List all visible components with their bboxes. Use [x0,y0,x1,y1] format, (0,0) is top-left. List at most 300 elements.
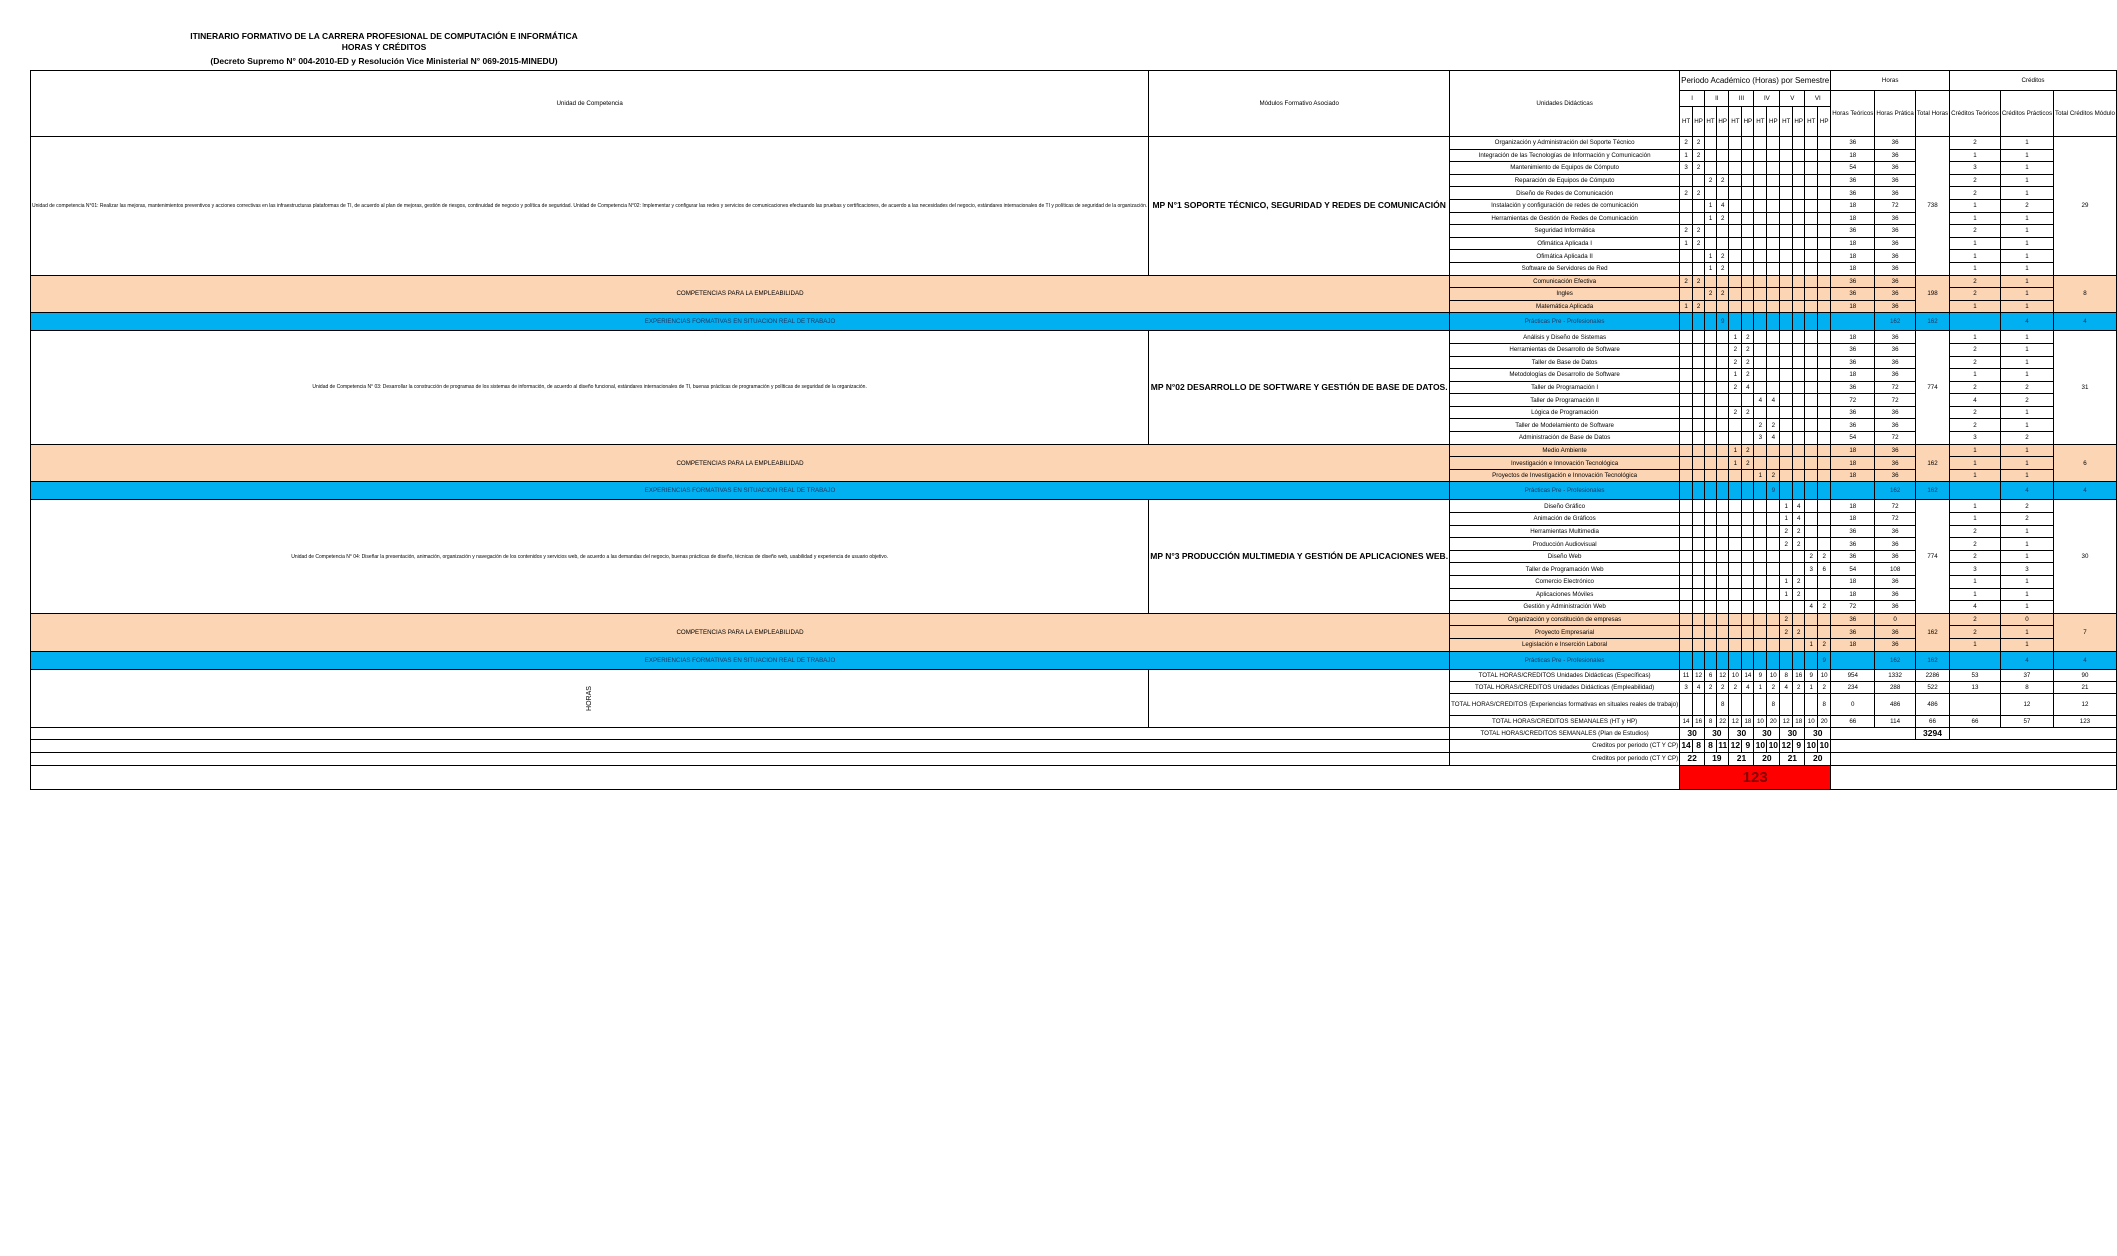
period-hours-cell [1692,613,1704,626]
period-hours-cell: 3 [1805,563,1818,576]
horas-practica: 36 [1875,525,1915,538]
period-hours-cell [1742,162,1754,175]
period-hours-cell [1716,500,1729,513]
period-hours-cell [1818,576,1831,589]
creditos-practicos: 1 [2000,237,2053,250]
creditos-practicos: 1 [2000,331,2053,344]
totals-label: TOTAL HORAS/CREDITOS (Experiencias formativas en situales reales de trabajo) [1450,693,1680,715]
period-hours-cell [1716,225,1729,238]
period-hours-cell: 22 [1716,715,1729,727]
period-hours-cell [1793,250,1805,263]
creditos-teoricos: 2 [1950,343,2001,356]
experience-hp: 162 [1875,482,1915,500]
horas-teoricos: 18 [1831,250,1875,263]
period-hours-cell: 8 [1780,669,1793,681]
creditos-teoricos: 4 [1950,601,2001,614]
course-name: Organización y constitución de empresas [1450,613,1680,626]
totals-ct: 53 [1950,669,2001,681]
credits-cell: 11 [1718,740,1728,751]
period-hours-cell [1705,601,1717,614]
totals-hp: 114 [1875,715,1915,727]
creditos-practicos: 2 [2000,500,2053,513]
period-hours-cell: 1 [1680,237,1693,250]
period-hours-cell [1680,343,1693,356]
plan-label: TOTAL HORAS/CREDITOS SEMANALES (Plan de Estudios) [1450,727,1680,739]
experience-row [31,482,2117,500]
creditos-practicos: 1 [2000,137,2053,150]
period-hours-cell [1793,313,1805,331]
period-hours-cell [1680,613,1693,626]
creditos-practicos: 1 [2000,288,2053,301]
employability-total-cred: 8 [2054,275,2117,313]
empty-cell [1831,727,1916,739]
period-hours-cell [1692,638,1704,651]
period-hours-cell [1780,137,1793,150]
course-name: Comunicación Efectiva [1450,275,1680,288]
course-name: Gestión y Administración Web [1450,601,1680,614]
horas-teoricos: 36 [1831,275,1875,288]
creditos-practicos: 2 [2000,199,2053,212]
period-hours-cell [1680,601,1693,614]
creditos-practicos: 1 [2000,275,2053,288]
period-hours-cell [1716,162,1729,175]
period-hours-cell [1818,588,1831,601]
period-hours-cell: 12 [1716,669,1729,681]
period-hours-cell [1793,550,1805,563]
period-hours-cell [1680,313,1693,331]
horas-practica: 36 [1875,250,1915,263]
experience-label: EXPERIENCIAS FORMATIVAS EN SITUACION REAL DE TRABAJO [31,651,1450,669]
creditos-practicos: 1 [2000,626,2053,639]
course-name: Diseño Web [1450,550,1680,563]
period-hours-cell [1805,343,1818,356]
horas-practica: 36 [1875,225,1915,238]
hp-label: HP [1767,107,1780,137]
period-hours-cell [1793,343,1805,356]
period-hours-cell [1780,406,1793,419]
course-name: Diseño Gráfico [1450,500,1680,513]
period-hours-cell [1818,275,1831,288]
period-hours-cell [1754,406,1767,419]
plan-row [31,727,2117,739]
creditos-practicos: 1 [2000,419,2053,432]
period-hours-cell [1742,262,1754,275]
period-hours-cell [1793,262,1805,275]
document-subtitle: HORAS Y CRÉDITOS [341,42,427,52]
period-hours-cell [1705,225,1717,238]
period-hours-cell: 2 [1716,212,1729,225]
period-hours-cell [1729,288,1742,301]
module-total-horas: 738 [1915,137,1949,276]
period-hours-cell [1692,576,1704,589]
period-hours-cell: 2 [1716,262,1729,275]
period-hours-cell [1780,199,1793,212]
horas-teoricos: 36 [1831,613,1875,626]
period-hours-cell [1705,576,1717,589]
period-hours-cell [1818,500,1831,513]
period-hours-cell [1705,525,1717,538]
period-hours-cell [1805,469,1818,482]
horas-teoricos: 18 [1831,212,1875,225]
period-hours-cell: 1 [1754,469,1767,482]
period-hours-cell [1692,550,1704,563]
period-hours-cell [1754,525,1767,538]
period-hours-cell: 10 [1818,669,1831,681]
period-hours-cell [1805,576,1818,589]
period-hours-cell [1805,500,1818,513]
period-hours-cell [1680,651,1693,669]
period-hours-cell: 2 [1754,419,1767,432]
period-hours-cell [1805,199,1818,212]
creditos-teoricos: 3 [1950,162,2001,175]
period-hours-cell [1692,406,1704,419]
ht-label: HT [1805,107,1818,137]
period-hours-cell: 3 [1754,432,1767,445]
creditos-teoricos: 2 [1950,225,2001,238]
period-hours-cell [1767,538,1780,551]
creditos-teoricos: 2 [1950,419,2001,432]
course-name: Reparación de Equipos de Cómputo [1450,174,1680,187]
creditos-practicos: 1 [2000,162,2053,175]
period-hours-cell: 6 [1705,669,1717,681]
period-hours-cell: 2 [1680,137,1693,150]
period-hours-cell [1742,626,1754,639]
creditos-teoricos: 1 [1950,444,2001,457]
period-hours-cell: 2 [1780,525,1793,538]
period-hours-cell [1780,638,1793,651]
horas-teoricos: 36 [1831,174,1875,187]
period-hours-cell [1729,482,1742,500]
period-hours-cell [1754,187,1767,200]
horas-teoricos: 18 [1831,149,1875,162]
creditos-practicos: 1 [2000,469,2053,482]
credits-sum-cell: 20 [1754,752,1780,765]
semester-label: II [1705,91,1729,107]
period-hours-cell [1692,588,1704,601]
horas-practica: 36 [1875,588,1915,601]
period-hours-cell [1767,356,1780,369]
period-hours-cell [1805,212,1818,225]
period-hours-cell: 2 [1692,162,1704,175]
course-name: Legislación e Inserción Laboral [1450,638,1680,651]
period-hours-cell: 2 [1692,275,1704,288]
module-total-cred: 30 [2054,500,2117,613]
period-hours-cell: 1 [1729,457,1742,470]
period-hours-cell [1754,563,1767,576]
creditos-practicos: 1 [2000,550,2053,563]
period-hours-cell [1729,187,1742,200]
period-hours-cell [1680,638,1693,651]
period-hours-cell [1767,187,1780,200]
period-hours-cell [1818,394,1831,407]
totals-label: TOTAL HORAS/CREDITOS Unidades Didácticas (Específicas) [1450,669,1680,681]
header-row-1 [31,71,2117,91]
period-hours-cell [1754,588,1767,601]
experience-total: 162 [1915,651,1949,669]
period-hours-cell [1729,432,1742,445]
period-hours-cell [1818,199,1831,212]
credits-cell: 8 [1705,739,1717,752]
period-hours-cell [1767,500,1780,513]
period-hours-cell [1680,576,1693,589]
course-name: Software de Servidores de Red [1450,262,1680,275]
credits-label: Creditos por periodo (CT Y CP) [1450,739,1680,752]
period-hours-cell [1729,137,1742,150]
employability-total-horas: 198 [1915,275,1949,313]
period-hours-cell: 2 [1716,250,1729,263]
horas-teoricos: 72 [1831,601,1875,614]
module-total-cred: 29 [2054,137,2117,276]
creditos-teoricos: 3 [1950,432,2001,445]
period-hours-cell [1705,162,1717,175]
period-hours-cell [1780,469,1793,482]
period-hours-cell: 4 [1793,513,1805,526]
horas-practica: 72 [1875,432,1915,445]
period-hours-cell [1680,369,1693,382]
course-name: Prácticas Pre - Profesionales [1450,482,1680,500]
period-hours-cell [1767,444,1780,457]
horas-practica: 36 [1875,601,1915,614]
creditos-teoricos: 2 [1950,288,2001,301]
period-hours-cell [1729,199,1742,212]
creditos-teoricos: 2 [1950,626,2001,639]
period-hours-cell [1705,275,1717,288]
totals-tc: 12 [2054,693,2117,715]
module-total-cred: 31 [2054,331,2117,444]
period-hours-cell [1780,601,1793,614]
period-hours-cell [1680,212,1693,225]
semester-label: VI [1805,91,1831,107]
period-hours-cell [1680,250,1693,263]
period-hours-cell: 2 [1742,369,1754,382]
horas-teoricos: 36 [1831,356,1875,369]
period-hours-cell [1780,369,1793,382]
creditos-teoricos: 1 [1950,469,2001,482]
period-hours-cell [1805,406,1818,419]
period-hours-cell [1767,225,1780,238]
horas-practica: 36 [1875,369,1915,382]
totals-hp: 288 [1875,681,1915,693]
period-hours-cell [1716,482,1729,500]
period-hours-cell: 1 [1729,444,1742,457]
period-hours-cell [1767,313,1780,331]
period-hours-cell [1705,394,1717,407]
period-hours-cell: 1 [1780,500,1793,513]
period-hours-cell [1754,576,1767,589]
period-hours-cell [1742,137,1754,150]
period-hours-cell: 20 [1767,715,1780,727]
header-cred-teoricos: Créditos Teóricos [1950,91,2001,137]
period-hours-cell [1705,693,1717,715]
plan-semester-hours: 30 [1680,727,1705,739]
period-hours-cell [1705,469,1717,482]
period-hours-cell [1742,394,1754,407]
period-hours-cell [1705,343,1717,356]
course-name: Taller de Base de Datos [1450,356,1680,369]
period-hours-cell [1692,419,1704,432]
creditos-teoricos: 1 [1950,199,2001,212]
period-hours-cell: 2 [1692,237,1704,250]
course-name: Medio Ambiente [1450,444,1680,457]
creditos-practicos: 1 [2000,225,2053,238]
period-hours-cell: 2 [1767,681,1780,693]
period-hours-cell: 2 [1705,174,1717,187]
period-hours-cell [1805,588,1818,601]
header-horas-teoricos: Horas Teóricos [1831,91,1875,137]
period-hours-cell [1818,432,1831,445]
header-modulos: Módulos Formativo Asociado [1149,71,1450,137]
hp-label: HP [1716,107,1729,137]
period-hours-cell [1729,513,1742,526]
empty-cell [1831,752,2117,765]
course-name: Diseño de Redes de Comunicación [1450,187,1680,200]
period-hours-cell [1805,313,1818,331]
employability-row [31,275,2117,288]
ht-label: HT [1780,107,1793,137]
horas-practica: 36 [1875,331,1915,344]
period-hours-cell [1767,563,1780,576]
creditos-practicos: 1 [2000,369,2053,382]
period-hours-cell [1729,538,1742,551]
period-hours-cell: 2 [1742,406,1754,419]
period-hours-cell: 2 [1818,550,1831,563]
creditos-teoricos: 2 [1950,187,2001,200]
employability-label: COMPETENCIAS PARA LA EMPLEABILIDAD [31,275,1450,313]
period-hours-cell [1742,482,1754,500]
module-name: MP N°02 DESARROLLO DE SOFTWARE Y GESTIÓN DE BASE DE DATOS. [1149,331,1450,444]
empty-cell [31,739,1450,752]
period-hours-cell [1680,693,1693,715]
period-hours-cell: 9 [1767,482,1780,500]
horas-practica: 72 [1875,394,1915,407]
period-hours-cell [1705,331,1717,344]
period-hours-cell [1793,469,1805,482]
period-hours-cell: 18 [1742,715,1754,727]
period-hours-cell: 2 [1742,343,1754,356]
period-hours-cell [1705,538,1717,551]
period-hours-cell [1742,538,1754,551]
period-hours-cell [1767,651,1780,669]
creditos-practicos: 2 [2000,381,2053,394]
period-hours-cell [1729,313,1742,331]
period-hours-cell [1705,482,1717,500]
period-hours-cell: 2 [1680,225,1693,238]
period-hours-cell [1754,343,1767,356]
horas-teoricos: 54 [1831,563,1875,576]
period-hours-cell [1692,381,1704,394]
header-total-horas: Total Horas [1915,91,1949,137]
period-hours-cell [1793,444,1805,457]
period-hours-cell [1805,419,1818,432]
totals-total: 486 [1915,693,1949,715]
period-hours-cell [1780,550,1793,563]
creditos-teoricos: 1 [1950,513,2001,526]
period-hours-cell: 2 [1780,538,1793,551]
horas-practica: 36 [1875,419,1915,432]
period-hours-cell [1742,275,1754,288]
period-hours-cell [1716,457,1729,470]
period-hours-cell [1692,369,1704,382]
credits-cell: 8 [1692,739,1704,752]
header-horas-pratica: Horas Prática [1875,91,1915,137]
period-hours-cell [1716,237,1729,250]
document-decree: (Decreto Supremo N° 004-2010-ED y Resolución Vice Ministerial N° 069-2015-MINEDU) [210,56,558,66]
course-name: Instalación y configuración de redes de comunicación [1450,199,1680,212]
period-hours-cell [1754,162,1767,175]
period-hours-cell [1742,212,1754,225]
empty-cell [1149,669,1450,727]
period-hours-cell [1767,550,1780,563]
totals-cp: 37 [2000,669,2053,681]
period-hours-cell [1729,225,1742,238]
experience-ct [1950,651,2001,669]
totals-total: 66 [1915,715,1949,727]
period-hours-cell [1818,262,1831,275]
period-hours-cell [1729,275,1742,288]
period-hours-cell [1767,343,1780,356]
period-hours-cell: 1 [1705,199,1717,212]
period-hours-cell [1780,457,1793,470]
period-hours-cell [1705,550,1717,563]
creditos-practicos: 1 [2000,300,2053,313]
period-hours-cell: 2 [1793,576,1805,589]
period-hours-cell [1692,601,1704,614]
period-hours-cell [1805,457,1818,470]
period-hours-cell: 2 [1692,149,1704,162]
horas-teoricos: 36 [1831,187,1875,200]
period-hours-cell [1716,331,1729,344]
totals-hp: 486 [1875,693,1915,715]
course-name: Ingles [1450,288,1680,301]
period-hours-cell [1729,576,1742,589]
horas-teoricos: 18 [1831,262,1875,275]
period-hours-cell: 9 [1818,651,1831,669]
period-hours-cell: 8 [1767,693,1780,715]
period-hours-cell [1716,576,1729,589]
period-hours-cell: 2 [1716,681,1729,693]
horas-practica: 36 [1875,149,1915,162]
period-hours-cell: 2 [1716,288,1729,301]
period-hours-cell [1805,300,1818,313]
period-hours-cell [1767,588,1780,601]
period-hours-cell [1680,356,1693,369]
credits-sum-cell: 22 [1680,752,1705,765]
module-total-horas: 774 [1915,500,1949,613]
credits-cell: 10 [1755,740,1766,751]
period-hours-cell [1818,406,1831,419]
course-name: Organización y Administración del Soporte Técnico [1450,137,1680,150]
period-hours-cell [1780,444,1793,457]
period-hours-cell: 2 [1818,638,1831,651]
period-hours-cell [1780,432,1793,445]
creditos-teoricos: 1 [1950,237,2001,250]
period-hours-cell [1742,500,1754,513]
period-hours-cell [1716,444,1729,457]
period-hours-cell [1729,162,1742,175]
period-hours-cell [1805,331,1818,344]
horas-teoricos: 36 [1831,550,1875,563]
credits-cell: 10 [1768,740,1779,751]
creditos-teoricos: 2 [1950,550,2001,563]
header-horas: Horas [1831,71,1950,91]
period-hours-cell: 1 [1705,250,1717,263]
horas-practica: 36 [1875,262,1915,275]
period-hours-cell [1767,199,1780,212]
experience-total: 162 [1915,482,1949,500]
period-hours-cell [1754,601,1767,614]
totals-label: TOTAL HORAS/CREDITOS Unidades Didácticas (Empleabilidad) [1450,681,1680,693]
period-hours-cell: 2 [1793,525,1805,538]
